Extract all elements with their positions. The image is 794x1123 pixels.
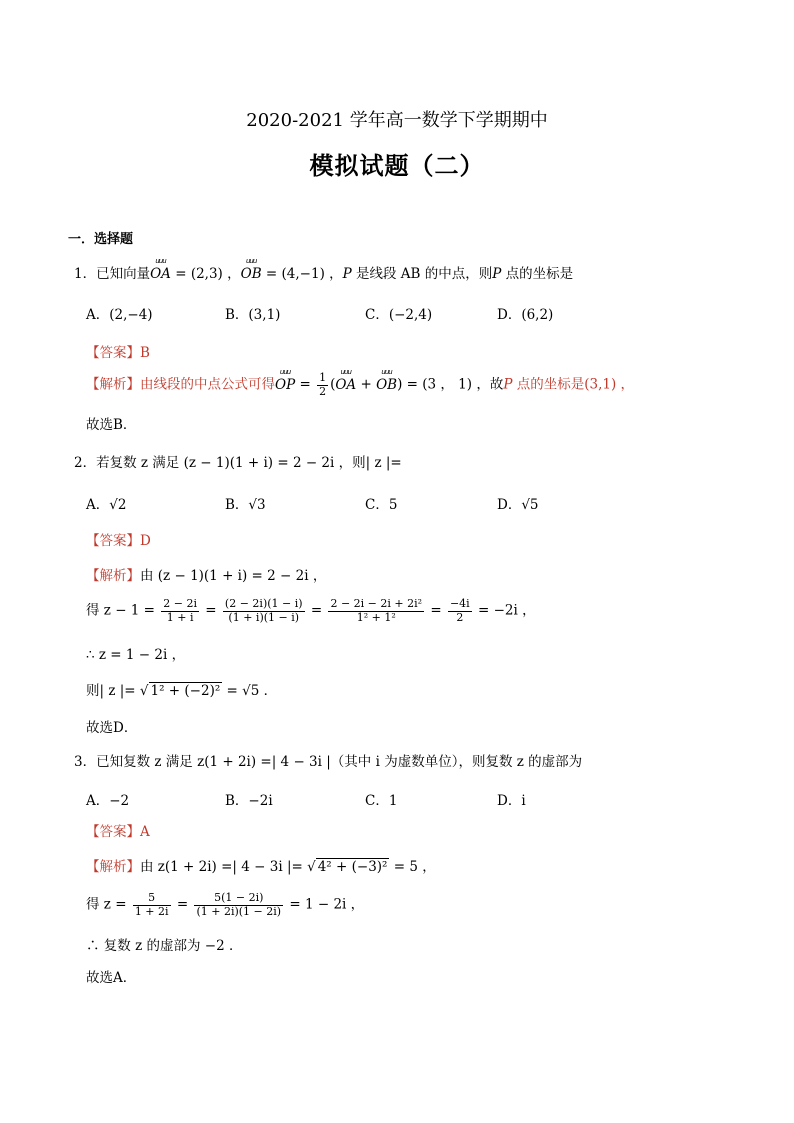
vector-ob: uuu OB bbox=[241, 266, 262, 282]
point-p: P bbox=[342, 266, 352, 282]
analysis-label: 【解析】 bbox=[86, 376, 140, 393]
vector-oa: uuu OA bbox=[335, 377, 356, 393]
question-number: 3． bbox=[74, 754, 97, 770]
q2-analysis-step2: 得 z − 1 = $\frac{2 - 2i}{1 + i}$ = $\frac{(2 - 2i)(1 - i)}{(1 + i)(1 - i)}$ = $\frac{\text{2 − 2i − 2i + 2i²}}{\text{1² + 1²}}$ = $\frac{-4i}{2}$ = −2i ， bbox=[86, 597, 536, 624]
question-2-stem bbox=[74, 451, 402, 471]
q1-option-c: C．(−2,4) bbox=[365, 307, 433, 323]
q1-option-a: A．(2,−4) bbox=[86, 307, 153, 323]
answer-value: D bbox=[140, 533, 151, 549]
vector-ob: uuu OB bbox=[376, 377, 397, 393]
q3-answer bbox=[86, 820, 150, 840]
analysis-label: 【解析】 bbox=[86, 568, 140, 584]
document-title-line2: 模拟试题（二） bbox=[309, 151, 485, 180]
analysis-tail: 点的坐标是(3,1) ， bbox=[512, 376, 635, 393]
q3-analysis-step3: ∴ 复数 z 的虚部为 −2 ． bbox=[86, 938, 243, 954]
fraction: $\frac{(2 - 2i)(1 - i)}{(1 + i)(1 - i)}$ bbox=[224, 597, 303, 624]
question-3-stem bbox=[74, 750, 582, 770]
fraction: $\frac{5}{1 + 2i}$ bbox=[134, 891, 169, 918]
q3-analysis-step2: 得 z = $\frac{5}{1 + 2i}$ = $\frac{5(1 - 2i)}{(1 + 2i)(1 - 2i)}$ = 1 − 2i ， bbox=[86, 891, 365, 918]
answer-label: 【答案】 bbox=[86, 533, 140, 549]
question-1-stem bbox=[74, 262, 573, 282]
fraction: $\frac{\text{2 − 2i − 2i + 2i²}}{\text{1² + 1²}}$ bbox=[330, 597, 423, 624]
analysis-text: 由 (z − 1)(1 + i) = 2 − 2i ， bbox=[140, 568, 327, 584]
question-text-tail: 点的坐标是 bbox=[501, 266, 574, 282]
q3-option-b: B．−2i bbox=[225, 793, 273, 809]
radical: 4² + (−3)² bbox=[317, 859, 388, 875]
question-text-mid: 是线段 AB 的中点，则 bbox=[351, 266, 493, 282]
analysis-label: 【解析】 bbox=[86, 859, 140, 875]
q1-conclusion: 故选B． bbox=[86, 417, 137, 433]
vector-oa-value: = (2,3) ， bbox=[170, 266, 241, 282]
answer-label: 【答案】 bbox=[86, 345, 140, 361]
q2-analysis-step3: ∴ z = 1 − 2i ， bbox=[86, 647, 186, 663]
point-p: P bbox=[503, 376, 513, 393]
q3-analysis-step1: 【解析】由 z(1 + 2i) =| 4 − 3i |= √ 4² + (−3)² = 5 ， bbox=[86, 859, 436, 875]
q2-conclusion: 故选D． bbox=[86, 720, 138, 736]
q3-option-d: D．i bbox=[497, 793, 526, 809]
q2-analysis-step4: 则| z |= √ 1² + (−2)² = √5 ． bbox=[86, 683, 278, 699]
question-number: 1． bbox=[74, 266, 97, 282]
analysis-text: 由线段的中点公式可得 bbox=[140, 376, 275, 393]
q2-analysis-step1 bbox=[86, 564, 326, 584]
fraction-half: $\frac{1}{2}$ bbox=[319, 371, 327, 398]
fraction: $\frac{-4i}{2}$ bbox=[449, 597, 470, 624]
q2-option-c: C．5 bbox=[365, 497, 398, 513]
q1-analysis: 【解析】由线段的中点公式可得uuu OP = $\frac{1}{2}$ (uuu OA + uuu OB) = (3 ， 1) ，故P 点的坐标是(3,1) ， bbox=[86, 372, 634, 398]
question-text: 已知向量 bbox=[96, 266, 151, 282]
document-title-line1: 2020-2021 学年高一数学下学期期中 bbox=[246, 110, 548, 131]
point-p: P bbox=[492, 266, 502, 282]
q3-option-a: A．−2 bbox=[86, 793, 130, 809]
fraction: $\frac{5(1 - 2i)}{(1 + 2i)(1 - 2i)}$ bbox=[196, 891, 282, 918]
answer-label: 【答案】 bbox=[86, 824, 140, 840]
q1-option-b: B．(3,1) bbox=[225, 307, 281, 323]
q3-conclusion: 故选A． bbox=[86, 970, 137, 986]
question-text: 若复数 z 满足 (z − 1)(1 + i) = 2 − 2i ，则| z |= bbox=[96, 455, 402, 471]
question-text: 已知复数 z 满足 z(1 + 2i) =| 4 − 3i |（其中 i 为虚数单位），则复数 z 的虚部为 bbox=[96, 754, 583, 770]
q2-option-a: A．√2 bbox=[86, 497, 127, 513]
q3-option-c: C．1 bbox=[365, 793, 398, 809]
question-number: 2． bbox=[74, 455, 97, 471]
radical: 1² + (−2)² bbox=[150, 683, 221, 699]
q2-option-b: B．√3 bbox=[225, 497, 266, 513]
answer-value: A bbox=[140, 824, 150, 840]
q1-answer bbox=[86, 341, 150, 361]
vector-op: uuu OP bbox=[275, 377, 295, 393]
vector-ob-value: = (4,−1) ， bbox=[261, 266, 343, 282]
q1-option-d: D．(6,2) bbox=[497, 307, 554, 323]
fraction: $\frac{2 - 2i}{1 + i}$ bbox=[163, 597, 198, 624]
q2-answer bbox=[86, 529, 151, 549]
section-heading: 一．选择题 bbox=[68, 232, 134, 247]
answer-value: B bbox=[140, 345, 150, 361]
vector-oa: uuu OA bbox=[150, 266, 171, 282]
q2-option-d: D．√5 bbox=[497, 497, 539, 513]
